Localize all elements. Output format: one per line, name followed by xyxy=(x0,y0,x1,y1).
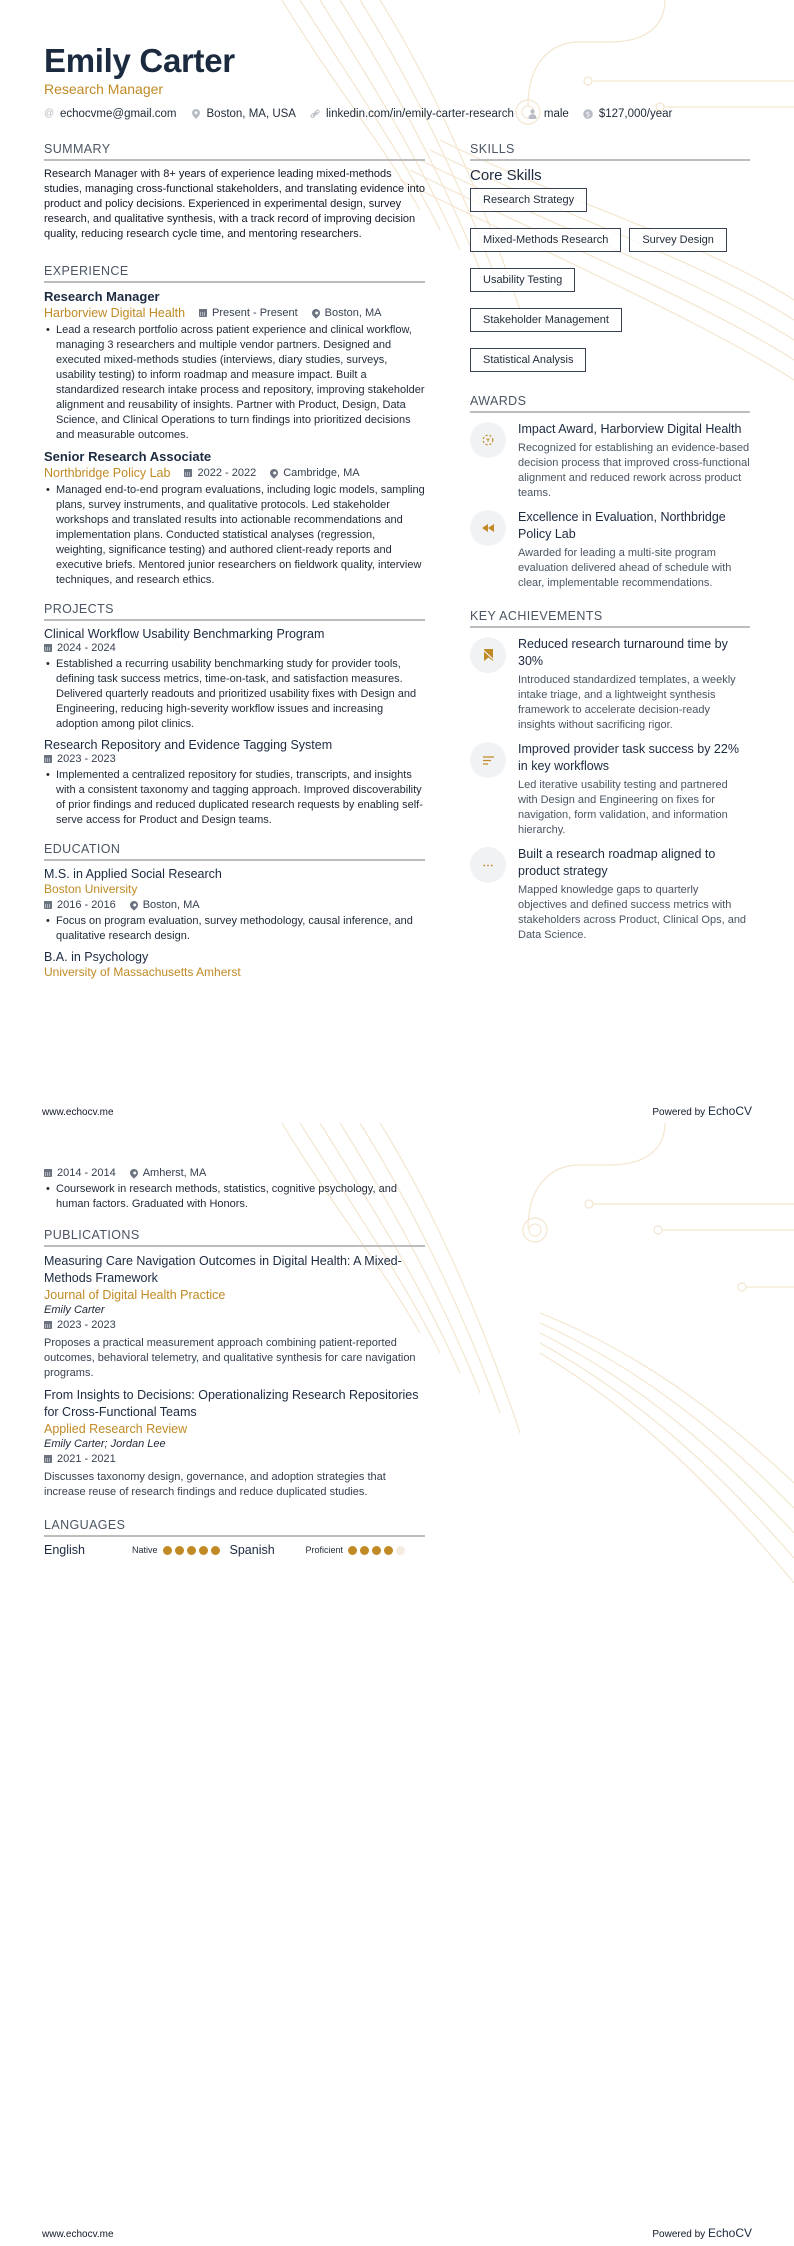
section-title: PUBLICATIONS xyxy=(44,1228,425,1247)
publication-item xyxy=(44,1253,425,1381)
calendar-icon xyxy=(44,901,52,909)
achievement-item xyxy=(470,636,750,733)
footer-brand[interactable]: EchoCV xyxy=(707,1104,752,1118)
project-item xyxy=(44,738,425,828)
summary-section xyxy=(44,142,425,242)
school-name: University of Massachusetts Amherst xyxy=(44,965,241,979)
calendar-icon xyxy=(199,309,207,317)
project-name: Research Repository and Evidence Tagging System xyxy=(44,738,333,752)
achievement-description: Led iterative usability testing and partnered with Design and Engineering on fixes for navigation, form validation, and information hierarchy. xyxy=(518,779,728,836)
education-location: Amherst, MA xyxy=(142,1167,207,1179)
publication-authors: Emily Carter; Jordan Lee xyxy=(44,1438,166,1450)
left-column xyxy=(44,1165,425,1557)
award-dashed-icon xyxy=(470,422,506,458)
projects-section xyxy=(44,602,425,828)
achievement-description: Mapped knowledge gaps to quarterly objectives and defined success metrics with stakeholders across Product, Clinical Ops, and Data Science. xyxy=(518,884,747,941)
education-item-continued xyxy=(44,1167,425,1212)
language-name: Spanish xyxy=(229,1543,275,1557)
job-location: Boston, MA xyxy=(324,307,382,319)
rating-dot-empty xyxy=(396,1546,405,1555)
svg-text:$: $ xyxy=(585,110,591,119)
project-name: Clinical Workflow Usability Benchmarking Program xyxy=(44,627,325,641)
rating-dot-filled xyxy=(187,1546,196,1555)
section-title: KEY ACHIEVEMENTS xyxy=(470,609,750,628)
section-title: EXPERIENCE xyxy=(44,264,425,283)
location-pin-icon xyxy=(310,307,321,318)
rating-dot-filled xyxy=(175,1546,184,1555)
rating-dot-filled xyxy=(372,1546,381,1555)
publication-description: Discusses taxonomy design, governance, and adoption strategies that increase reuse of research findings and reduce duplicated studies. xyxy=(44,1471,386,1498)
footer-brand[interactable]: EchoCV xyxy=(707,2226,752,2240)
rating-dot-filled xyxy=(348,1546,357,1555)
award-title: Excellence in Evaluation, Northbridge Policy Lab xyxy=(518,510,726,541)
calendar-icon xyxy=(44,755,52,763)
language-rating xyxy=(348,1546,405,1555)
publication-journal: Journal of Digital Health Practice xyxy=(44,1288,226,1302)
languages-section xyxy=(44,1518,425,1557)
project-dates: 2023 - 2023 xyxy=(57,753,116,765)
gender-text: male xyxy=(543,108,569,120)
job-location: Cambridge, MA xyxy=(283,467,360,479)
footer-website[interactable]: www.echocv.me xyxy=(42,2229,114,2240)
degree: B.A. in Psychology xyxy=(44,950,149,964)
section-title: AWARDS xyxy=(470,394,750,413)
bookmark-off-icon xyxy=(470,637,506,673)
education-description: • Focus on program evaluation, survey methodology, causal inference, and qualitative research design. xyxy=(44,914,425,944)
skill-list xyxy=(470,188,750,372)
education-description: • Coursework in research methods, statistics, cognitive psychology, and human factors. Graduated with Honors. xyxy=(44,1182,425,1212)
education-dates: 2016 - 2016 xyxy=(57,899,116,911)
skill-tag: Stakeholder Management xyxy=(470,308,622,332)
footer-powered-by: Powered by EchoCV xyxy=(652,1104,752,1118)
job-dates: Present - Present xyxy=(212,307,298,319)
contact-gender xyxy=(528,108,569,120)
achievement-description: Introduced standardized templates, a weekly intake triage, and a lightweight synthesis framework to accelerate decision-ready insights without sacrificing rigor. xyxy=(518,674,736,731)
award-description: Awarded for leading a multi-site program evaluation delivered ahead of schedule with clear, implementable recommendations. xyxy=(518,547,732,589)
calendar-icon xyxy=(44,1455,52,1463)
award-title: Impact Award, Harborview Digital Health xyxy=(518,422,742,436)
salary-icon xyxy=(583,109,593,119)
skill-tag: Usability Testing xyxy=(470,268,575,292)
language-level: Native xyxy=(132,1545,158,1555)
job-title: Senior Research Associate xyxy=(44,449,212,464)
page-footer xyxy=(42,2226,752,2240)
publication-dates: 2021 - 2021 xyxy=(57,1453,116,1465)
link-icon xyxy=(310,109,320,119)
section-title: SKILLS xyxy=(470,142,750,161)
salary-text: $127,000/year xyxy=(598,108,673,120)
section-title: SUMMARY xyxy=(44,142,425,161)
linkedin-text: linkedin.com/in/emily-carter-research xyxy=(325,108,514,120)
section-title: PROJECTS xyxy=(44,602,425,621)
rating-dot-filled xyxy=(199,1546,208,1555)
language-name: English xyxy=(44,1543,85,1557)
location-pin-icon xyxy=(269,467,280,478)
publication-journal: Applied Research Review xyxy=(44,1422,188,1436)
location-pin-icon xyxy=(128,899,139,910)
degree: M.S. in Applied Social Research xyxy=(44,867,222,881)
awards-section xyxy=(470,394,750,591)
publication-item xyxy=(44,1387,425,1500)
contact-email[interactable] xyxy=(44,108,177,120)
calendar-icon xyxy=(184,469,192,477)
achievement-title: Built a research roadmap aligned to product strategy xyxy=(518,847,716,878)
project-description: • Implemented a centralized repository for studies, transcripts, and insights with a consistent taxonomy and tagging approach. Improved discoverability of prior findings and reduced duplicated research requests by enabling self-serve access for Product and Design teams. xyxy=(44,768,425,828)
location-pin-icon xyxy=(191,109,201,119)
job-title: Research Manager xyxy=(44,289,160,304)
publication-authors: Emily Carter xyxy=(44,1304,105,1316)
section-title: LANGUAGES xyxy=(44,1518,425,1537)
company-name: Northbridge Policy Lab xyxy=(44,466,171,480)
job-dates: 2022 - 2022 xyxy=(197,467,257,479)
language-list xyxy=(44,1543,425,1557)
rewind-icon xyxy=(470,510,506,546)
education-section xyxy=(44,842,425,979)
achievement-item xyxy=(470,741,750,838)
rating-dot-filled xyxy=(211,1546,220,1555)
section-title: EDUCATION xyxy=(44,842,425,861)
project-item xyxy=(44,627,425,732)
language-level: Proficient xyxy=(305,1545,344,1555)
publication-description: Proposes a practical measurement approach combining patient-reported outcomes, behavioral telemetry, and qualitative synthesis for care navigation programs. xyxy=(44,1337,416,1379)
skill-tag: Statistical Analysis xyxy=(470,348,586,372)
calendar-icon xyxy=(44,1169,52,1177)
skill-tag: Research Strategy xyxy=(470,188,587,212)
resume-header xyxy=(44,42,235,97)
experience-section xyxy=(44,264,425,588)
job-description: • Lead a research portfolio across patient experience and clinical workflow, managing 3 researchers and multiple vendor partners. Designed and executed mixed-methods studies (interviews, diary studies, surveys, usability testing) to inform roadmap and measure impact. Built a standardized research intake process and repository, improving stakeholder alignment and reusability of insights. Partner with Product, Design, Data Science, and Clinical Operations to turn findings into prioritized decisions and measurable outcomes. xyxy=(44,323,425,443)
achievements-section xyxy=(470,609,750,943)
lines-icon xyxy=(470,742,506,778)
publications-section xyxy=(44,1228,425,1500)
achievement-item xyxy=(470,846,750,943)
education-dates: 2014 - 2014 xyxy=(57,1167,116,1179)
right-column xyxy=(470,142,750,943)
education-item xyxy=(44,867,425,944)
calendar-icon xyxy=(44,644,52,652)
company-name: Harborview Digital Health xyxy=(44,306,186,320)
contact-bar xyxy=(44,108,672,120)
rating-dot-filled xyxy=(384,1546,393,1555)
calendar-icon xyxy=(44,1321,52,1329)
award-item xyxy=(470,509,750,591)
rating-dot-filled xyxy=(163,1546,172,1555)
skill-group-title: Core Skills xyxy=(470,167,542,184)
resume-page-2 xyxy=(0,1123,794,2246)
ellipsis-icon xyxy=(470,847,506,883)
location-text: Boston, MA, USA xyxy=(206,108,296,120)
education-location: Boston, MA xyxy=(142,899,200,911)
summary-text: Research Manager with 8+ years of experience leading mixed-methods studies, managing cross-functional stakeholders, and translating evidence into product and policy decisions. Experienced in experimental design, survey research, and qualitative synthesis, with a track record of improving decision quality, reducing research cycle time, and mentoring researchers. xyxy=(44,168,425,240)
job-description: • Managed end-to-end program evaluations, including logic models, sampling plans, survey instruments, and qualitative protocols. Led stakeholder workshops and translated results into actionable recommendations and implementation plans. Conducted statistical analyses (regression, weighting, significance testing) and authored client-ready reports and executive briefs. Mentored junior researchers on fieldwork quality, interview techniques, and research ethics. xyxy=(44,483,425,588)
left-column xyxy=(44,142,425,979)
contact-location xyxy=(191,108,296,120)
rating-dot-filled xyxy=(360,1546,369,1555)
achievement-title: Improved provider task success by 22% in key workflows xyxy=(518,742,739,773)
candidate-name: Emily Carter xyxy=(44,42,235,79)
candidate-role: Research Manager xyxy=(44,81,164,97)
location-pin-icon xyxy=(128,1167,139,1178)
skill-tag: Survey Design xyxy=(629,228,727,252)
page-footer xyxy=(42,1104,752,1118)
award-description: Recognized for establishing an evidence-based decision process that improved cross-functional alignment and reduced rework across product teams. xyxy=(518,442,750,499)
language-rating xyxy=(163,1546,220,1555)
project-dates: 2024 - 2024 xyxy=(57,642,116,654)
award-item xyxy=(470,421,750,501)
experience-item xyxy=(44,449,425,588)
email-text: echocvme@gmail.com xyxy=(60,108,177,120)
skill-tag: Mixed-Methods Research xyxy=(470,228,621,252)
contact-salary xyxy=(583,108,673,120)
achievement-title: Reduced research turnaround time by 30% xyxy=(518,637,728,668)
project-description: • Established a recurring usability benchmarking study for provider tools, defining task success metrics, time-on-task, and satisfaction measures. Delivered quarterly readouts and prioritized usability fixes with Design and Engineering, reducing high-severity workflow issues and increasing adoption among pilot clinics. xyxy=(44,657,425,732)
contact-linkedin[interactable] xyxy=(310,108,514,120)
publication-title: From Insights to Decisions: Operationalizing Research Repositories for Cross-Functional Teams xyxy=(44,1388,419,1419)
experience-item xyxy=(44,289,425,443)
school-name: Boston University xyxy=(44,882,138,896)
footer-powered-by: Powered by EchoCV xyxy=(652,2226,752,2240)
skills-section xyxy=(470,142,750,372)
at-icon: @ xyxy=(44,108,55,119)
publication-title: Measuring Care Navigation Outcomes in Digital Health: A Mixed-Methods Framework xyxy=(44,1254,402,1285)
education-item xyxy=(44,950,425,979)
footer-website[interactable]: www.echocv.me xyxy=(42,1107,114,1118)
person-icon xyxy=(528,109,538,119)
publication-dates: 2023 - 2023 xyxy=(57,1319,116,1331)
